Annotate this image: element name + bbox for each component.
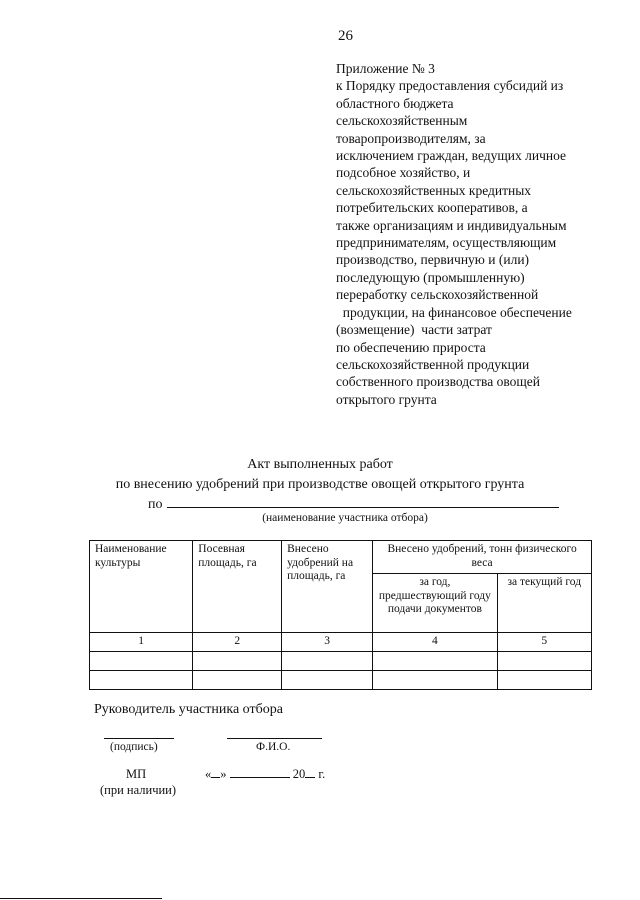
appendix-line: по обеспечению прироста — [336, 339, 486, 355]
participant-name-hint: (наименование участника отбора) — [262, 512, 428, 524]
table-cell — [193, 651, 282, 670]
table-row — [90, 670, 592, 689]
act-title: Акт выполненных работ — [247, 457, 393, 472]
table-cell — [282, 651, 373, 670]
date-quote-open: « — [205, 767, 212, 781]
appendix-block — [336, 60, 636, 408]
table-cell — [282, 670, 373, 689]
year-blank — [305, 777, 315, 778]
table-cell — [193, 670, 282, 689]
appendix-line: предпринимателям, осуществляющим — [336, 235, 557, 251]
appendix-line: последующую (промышленную) — [336, 269, 525, 285]
appendix-line: собственного производства овощей — [336, 374, 540, 390]
fertilizer-table — [89, 540, 592, 690]
appendix-line: сельскохозяйственным — [336, 113, 468, 129]
header-crop-name: Наименование культуры — [90, 541, 193, 633]
day-blank — [211, 777, 220, 778]
stamp-placeholder: МП — [126, 767, 147, 781]
appendix-line: сельскохозяйственной продукции — [336, 356, 530, 372]
appendix-line: переработку сельскохозяйственной — [336, 287, 539, 303]
appendix-line: исключением граждан, ведущих личное — [336, 148, 567, 164]
column-number: 1 — [90, 633, 193, 652]
date-field — [205, 767, 325, 782]
po-label: по — [148, 497, 163, 512]
header-applied-area: Внесено удобрений на площадь, га — [282, 541, 373, 633]
appendix-line: потребительских кооперативов, а — [336, 200, 528, 216]
appendix-line: товаропроизводителям, за — [336, 130, 486, 146]
table-cell — [90, 670, 193, 689]
stamp-note: (при наличии) — [100, 783, 177, 797]
table-cell — [497, 670, 591, 689]
column-number: 2 — [193, 633, 282, 652]
page-number: 26 — [338, 28, 353, 44]
signature-caption: (подпись) — [110, 741, 158, 753]
table-row — [90, 651, 592, 670]
act-subtitle: по внесению удобрений при производстве овощей открытого грунта — [115, 477, 525, 492]
header-sown-area: Посевная площадь, га — [193, 541, 282, 633]
appendix-line: производство, первичную и (или) — [336, 252, 530, 268]
appendix-line: Приложение № 3 — [336, 61, 435, 76]
column-number: 4 — [373, 633, 497, 652]
header-previous-year: за год, предшествующий году подачи документов — [373, 574, 497, 633]
appendix-line: также организациям и индивидуальным — [336, 217, 567, 233]
appendix-line: областного бюджета — [336, 95, 454, 111]
signature-line — [104, 738, 174, 739]
table-cell — [373, 670, 497, 689]
participant-name-line — [167, 495, 559, 508]
appendix-line: открытого грунта — [336, 391, 437, 407]
footnote-rule — [0, 898, 162, 899]
name-line — [227, 738, 322, 739]
column-number: 3 — [282, 633, 373, 652]
header-fertilizer-group: Внесено удобрений, тонн физического веса — [373, 541, 592, 574]
table-cell — [497, 651, 591, 670]
year-suffix: г. — [315, 767, 326, 781]
month-blank — [230, 777, 290, 778]
appendix-line: (возмещение) части затрат — [336, 322, 492, 338]
appendix-line: подсобное хозяйство, и — [336, 165, 471, 181]
appendix-line: к Порядку предоставления субсидий из — [336, 78, 564, 94]
date-quote-close: » — [220, 767, 227, 781]
table-cell — [373, 651, 497, 670]
participant-name-field — [148, 495, 559, 513]
header-current-year: за текущий год — [497, 574, 591, 633]
table-row — [90, 633, 592, 652]
appendix-line: продукции, на финансовое обеспечение — [336, 304, 572, 320]
name-caption: Ф.И.О. — [256, 741, 291, 753]
column-number: 5 — [497, 633, 591, 652]
year-prefix: 20 — [292, 767, 306, 781]
head-of-participant: Руководитель участника отбора — [94, 702, 283, 717]
appendix-line: сельскохозяйственных кредитных — [336, 182, 532, 198]
table-cell — [90, 651, 193, 670]
